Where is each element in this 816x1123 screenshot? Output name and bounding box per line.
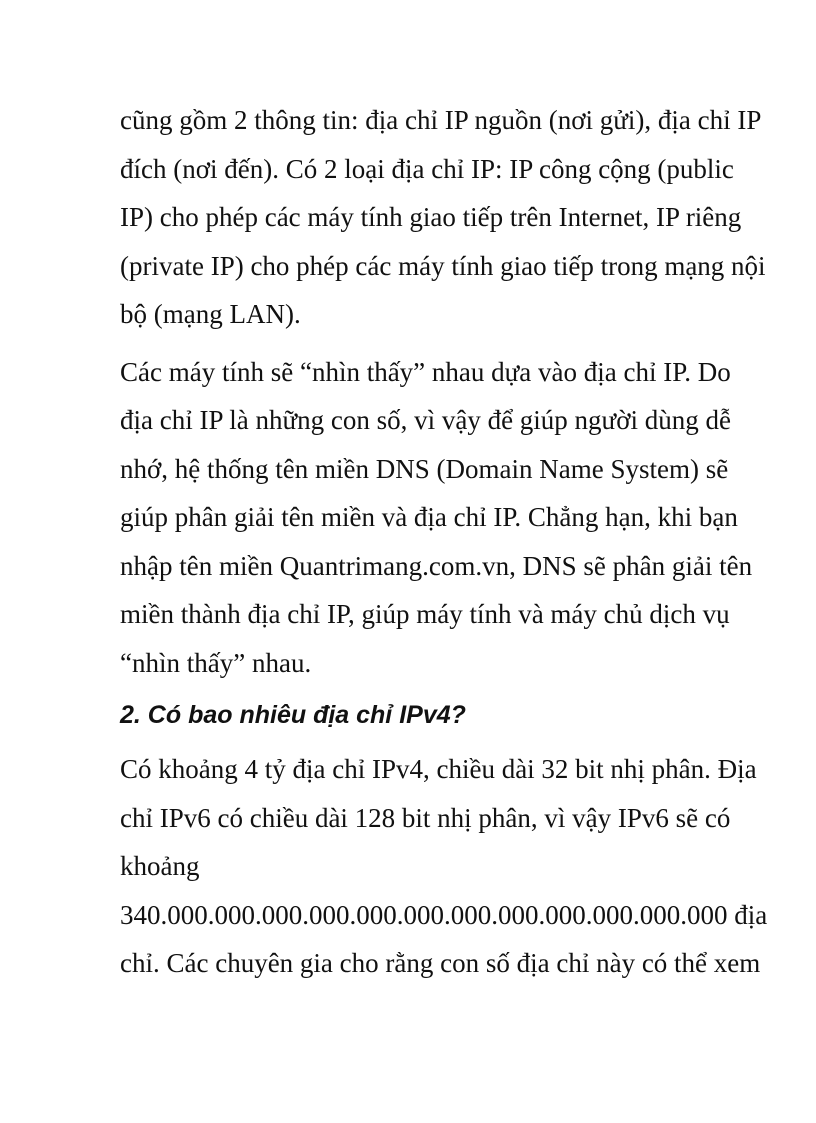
text-line: IP) cho phép các máy tính giao tiếp trên Internet, IP riêng — [120, 202, 742, 232]
text-line: miền thành địa chỉ IP, giúp máy tính và máy chủ dịch vụ — [120, 599, 730, 629]
text-line: cũng gồm 2 thông tin: địa chỉ IP nguồn (nơi gửi), địa chỉ IP — [120, 105, 762, 135]
text-line: “nhìn thấy” nhau. — [120, 647, 312, 678]
document-page — [120, 96, 770, 988]
text-line: nhớ, hệ thống tên miền DNS (Domain Name System) sẽ — [120, 453, 729, 484]
text-line: giúp phân giải tên miền và địa chỉ IP. Chẳng hạn, khi bạn — [120, 502, 738, 532]
text-line: khoảng — [120, 851, 200, 881]
paragraph-spacer — [120, 339, 770, 348]
text-line: bộ (mạng LAN). — [120, 299, 301, 329]
text-line: chỉ. Các chuyên gia cho rằng con số địa chỉ này có thể xem — [120, 948, 761, 978]
text-line: địa chỉ IP là những con số, vì vậy để giúp người dùng dễ — [120, 405, 731, 435]
text-line: Có khoảng 4 tỷ địa chỉ IPv4, chiều dài 32 bit nhị phân. Địa — [120, 754, 757, 784]
text-line: chỉ IPv6 có chiều dài 128 bit nhị phân, vì vậy IPv6 sẽ có — [120, 802, 731, 833]
section-heading: 2. Có bao nhiêu địa chỉ IPv4? — [120, 701, 466, 729]
text-line: (private IP) cho phép các máy tính giao tiếp trong mạng nội — [120, 250, 766, 281]
paragraph-ip-types — [120, 96, 770, 339]
text-line: đích (nơi đến). Có 2 loại địa chỉ IP: IP công cộng (public — [120, 153, 734, 184]
text-line: Các máy tính sẽ “nhìn thấy” nhau dựa vào địa chỉ IP. Do — [120, 356, 731, 387]
text-line: 340.000.000.000.000.000.000.000.000.000.000.000.000 địa — [120, 899, 768, 930]
text-line: nhập tên miền Quantrimang.com.vn, DNS sẽ phân giải tên — [120, 550, 753, 581]
paragraph-ipv4-count — [120, 745, 770, 988]
paragraph-dns — [120, 348, 770, 688]
